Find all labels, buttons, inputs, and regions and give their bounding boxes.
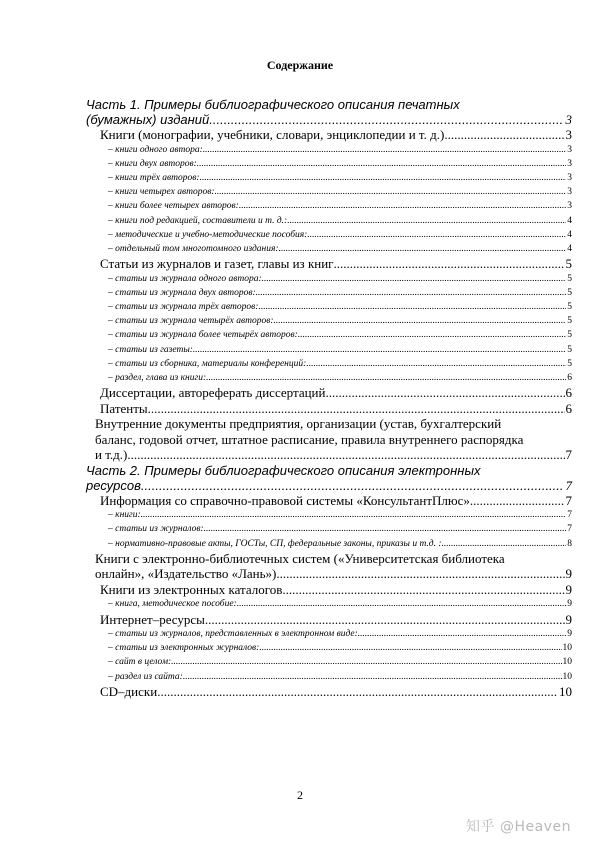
dot-leader <box>307 228 566 242</box>
dot-leader <box>204 522 567 536</box>
dot-leader <box>209 112 561 127</box>
toc-entry-text: – книга, методическое пособие: <box>108 599 237 610</box>
toc-entry-text: – методические и учебно-методические пособия: <box>108 229 308 240</box>
dot-leader <box>325 385 564 401</box>
toc-entry-sub[interactable] <box>108 670 572 684</box>
toc-entry-sec[interactable] <box>100 127 572 143</box>
toc-entry-sub[interactable] <box>108 272 572 286</box>
toc-entry-text: – нормативно-правовые акты, ГОСТы, СП, федеральные законы, приказы и т.д. : <box>108 538 442 549</box>
toc-page-number: 3 <box>565 112 572 127</box>
toc-entry-sub[interactable] <box>108 655 572 669</box>
toc-page-number: 3 <box>565 127 572 142</box>
toc-entry-text: – статьи из журнала одного автора: <box>108 273 262 284</box>
dot-leader <box>276 566 564 582</box>
toc-entry-text: баланс, годовой отчет, штатное расписание, правила внутреннего распорядка <box>95 431 524 447</box>
toc-page-number: 6 <box>565 385 572 401</box>
dot-leader <box>470 493 565 509</box>
toc-entry-sec[interactable] <box>100 612 572 628</box>
toc-entry-text: – книги под редакцией, составители и т. д.: <box>108 215 288 226</box>
dot-leader <box>298 328 566 342</box>
toc-entry-text: Статьи из журналов и газет, главы из книг <box>100 256 334 272</box>
dot-leader <box>444 127 564 143</box>
dot-leader <box>237 597 567 611</box>
toc-page-number: 5 <box>567 330 572 341</box>
toc-entry-sub[interactable] <box>108 314 572 328</box>
toc-page-number: 10 <box>559 683 572 699</box>
toc-entry-text: CD–диски <box>100 683 158 699</box>
dot-leader <box>148 401 565 417</box>
toc-entry-sub[interactable] <box>108 228 572 242</box>
dot-leader <box>258 300 566 314</box>
page-number: 2 <box>297 788 303 802</box>
dot-leader <box>358 627 566 641</box>
page-title: Содержание <box>266 58 334 72</box>
dot-leader <box>141 508 567 522</box>
toc-entry-sub[interactable] <box>108 185 572 199</box>
dot-leader <box>306 357 566 371</box>
dot-leader <box>200 171 567 185</box>
toc-entry-text: – книги трёх авторов: <box>108 172 200 183</box>
toc-entry-part[interactable] <box>86 463 572 493</box>
toc-entry-text: Патенты <box>100 400 148 416</box>
toc-entry-sub[interactable] <box>108 171 572 185</box>
dot-leader <box>197 157 567 171</box>
toc-page-number: 10 <box>562 657 572 668</box>
toc-entry-text: Книги с электронно-библиотечных систем («Университетская библиотека <box>95 550 505 566</box>
dot-leader <box>127 447 564 463</box>
dot-leader <box>256 286 567 300</box>
toc-entry-sec[interactable] <box>100 684 572 700</box>
dot-leader <box>206 371 566 385</box>
dot-leader <box>259 641 561 655</box>
toc-page-number: 9 <box>565 566 572 582</box>
dot-leader <box>193 343 566 357</box>
toc-page-number: 6 <box>567 373 572 384</box>
toc-entry-text: Книги (монографии, учебники, словари, энциклопедии и т. д.) <box>100 127 445 142</box>
toc-page-number: 5 <box>567 316 572 327</box>
toc-entry-text: Часть 1. Примеры библиографического описания печатных <box>86 97 460 112</box>
toc-entry-sec[interactable] <box>100 582 572 598</box>
toc-page-number: 5 <box>567 302 572 313</box>
toc-entry-text: – раздел из сайта: <box>108 671 183 682</box>
toc-entry-text: – книги двух авторов: <box>108 158 197 169</box>
dot-leader <box>262 272 567 286</box>
toc-page-number: 4 <box>567 215 572 226</box>
toc-entry-sec[interactable] <box>95 416 572 463</box>
toc-entry-sec[interactable] <box>100 401 572 417</box>
toc-entry-text: – книги более четырех авторов: <box>108 201 239 212</box>
toc-entry-sub[interactable] <box>108 157 572 171</box>
toc-entry-sub[interactable] <box>108 597 572 611</box>
toc-page-number: 5 <box>567 358 572 369</box>
toc-entry-sec[interactable] <box>100 493 572 509</box>
toc-page-number: 3 <box>567 187 572 198</box>
dot-leader <box>215 185 567 199</box>
toc-entry-sub[interactable] <box>108 537 572 551</box>
toc-page-number: 9 <box>565 611 572 627</box>
toc-page-number: 9 <box>567 629 572 640</box>
dot-leader <box>279 242 567 256</box>
dot-leader <box>203 143 567 157</box>
toc-entry-text: – книги: <box>108 510 141 521</box>
toc-entry-sub[interactable] <box>108 214 572 228</box>
toc-entry-text: онлайн», «Издательство «Лань») <box>95 566 277 582</box>
toc-page-number: 4 <box>567 229 572 240</box>
toc-page-number: 7 <box>565 447 572 463</box>
toc-entry-text: Интернет–ресурсы <box>100 611 205 627</box>
watermark: 知乎 @Heaven <box>466 819 571 835</box>
toc-entry-sub[interactable] <box>108 143 572 157</box>
dot-leader <box>141 478 562 493</box>
toc-entry-sec[interactable] <box>95 551 572 582</box>
dot-leader <box>171 655 561 669</box>
toc-entry-text: – раздел, глава из книги: <box>108 373 207 384</box>
toc-page-number: 5 <box>567 344 572 355</box>
toc-entry-sub[interactable] <box>108 300 572 314</box>
toc-page-number: 7 <box>567 510 572 521</box>
dot-leader <box>287 214 566 228</box>
toc-page-number: 3 <box>567 144 572 155</box>
toc-entry-sec[interactable] <box>100 385 572 401</box>
toc-entry-part[interactable] <box>86 97 572 127</box>
toc-entry-text: – книги четырех авторов: <box>108 187 215 198</box>
toc-entry-text: – статьи из журнала трёх авторов: <box>108 302 259 313</box>
toc-page-number: 3 <box>567 201 572 212</box>
toc-entry-sub[interactable] <box>108 328 572 342</box>
toc-entry-text: Внутренние документы предприятия, организации (устав, бухгалтерский <box>95 416 502 432</box>
toc-entry-sub[interactable] <box>108 357 572 371</box>
toc-page-number: 5 <box>565 256 572 272</box>
table-of-contents <box>86 97 572 699</box>
toc-entry-text: – статьи из журналов, представленных в электронном виде: <box>108 629 358 640</box>
toc-entry-text: – статьи из журнала более четырёх авторов: <box>108 330 298 341</box>
toc-page-number: 9 <box>565 581 572 597</box>
toc-entry-sub[interactable] <box>108 627 572 641</box>
toc-page-number: 7 <box>565 477 572 493</box>
dot-leader <box>183 670 562 684</box>
dot-leader <box>239 199 566 213</box>
dot-leader <box>273 314 566 328</box>
toc-entry-sub[interactable] <box>108 522 572 536</box>
toc-entry-text: и т.д.) <box>95 447 128 463</box>
toc-page-number: 10 <box>562 671 572 682</box>
toc-entry-sub[interactable] <box>108 286 572 300</box>
toc-page-number: 3 <box>567 158 572 169</box>
toc-page-number: 5 <box>567 287 572 298</box>
toc-entry-sub[interactable] <box>108 371 572 385</box>
toc-entry-text: – статьи из электронных журналов: <box>108 643 260 654</box>
toc-page-number: 7 <box>565 492 572 508</box>
toc-entry-text: (бумажных) изданий <box>86 112 210 127</box>
toc-entry-sec[interactable] <box>100 256 572 272</box>
toc-entry-text: – статьи из журналов: <box>108 524 204 535</box>
toc-entry-text: – статьи из журнала четырёх авторов: <box>108 316 274 327</box>
toc-entry-text: ресурсов <box>86 477 141 493</box>
toc-entry-sub[interactable] <box>108 199 572 213</box>
toc-entry-text: Книги из электронных каталогов <box>100 581 283 597</box>
dot-leader <box>442 537 567 551</box>
toc-entry-text: Информация со справочно-правовой системы «КонсультантПлюс» <box>100 492 470 508</box>
toc-entry-sub[interactable] <box>108 641 572 655</box>
toc-page-number: 10 <box>562 643 572 654</box>
toc-entry-text: Диссертации, автореферать диссертаций <box>100 385 326 401</box>
toc-entry-text: – книги одного автора: <box>108 144 203 155</box>
toc-page-number: 8 <box>567 538 572 549</box>
toc-page-number: 9 <box>567 599 572 610</box>
toc-page-number: 7 <box>567 524 572 535</box>
dot-leader <box>205 612 565 628</box>
toc-entry-sub[interactable] <box>108 508 572 522</box>
toc-entry-sub[interactable] <box>108 343 572 357</box>
dot-leader <box>157 684 558 700</box>
toc-page-number: 6 <box>565 400 572 416</box>
toc-entry-sub[interactable] <box>108 242 572 256</box>
dot-leader <box>282 582 564 598</box>
toc-entry-text: Часть 2. Примеры библиографического описания электронных <box>86 462 481 478</box>
toc-page-number: 4 <box>567 243 572 254</box>
toc-entry-text: – статьи из журнала двух авторов: <box>108 287 256 298</box>
toc-entry-text: – сайт в целом: <box>108 657 172 668</box>
toc-entry-text: – статьи из сборника, материалы конференций: <box>108 358 307 369</box>
toc-entry-text: – статьи из газеты: <box>108 344 193 355</box>
toc-page-number: 3 <box>567 172 572 183</box>
toc-entry-text: – отдельный том многотомного издания: <box>108 243 279 254</box>
toc-page-number: 5 <box>567 273 572 284</box>
dot-leader <box>334 256 565 272</box>
